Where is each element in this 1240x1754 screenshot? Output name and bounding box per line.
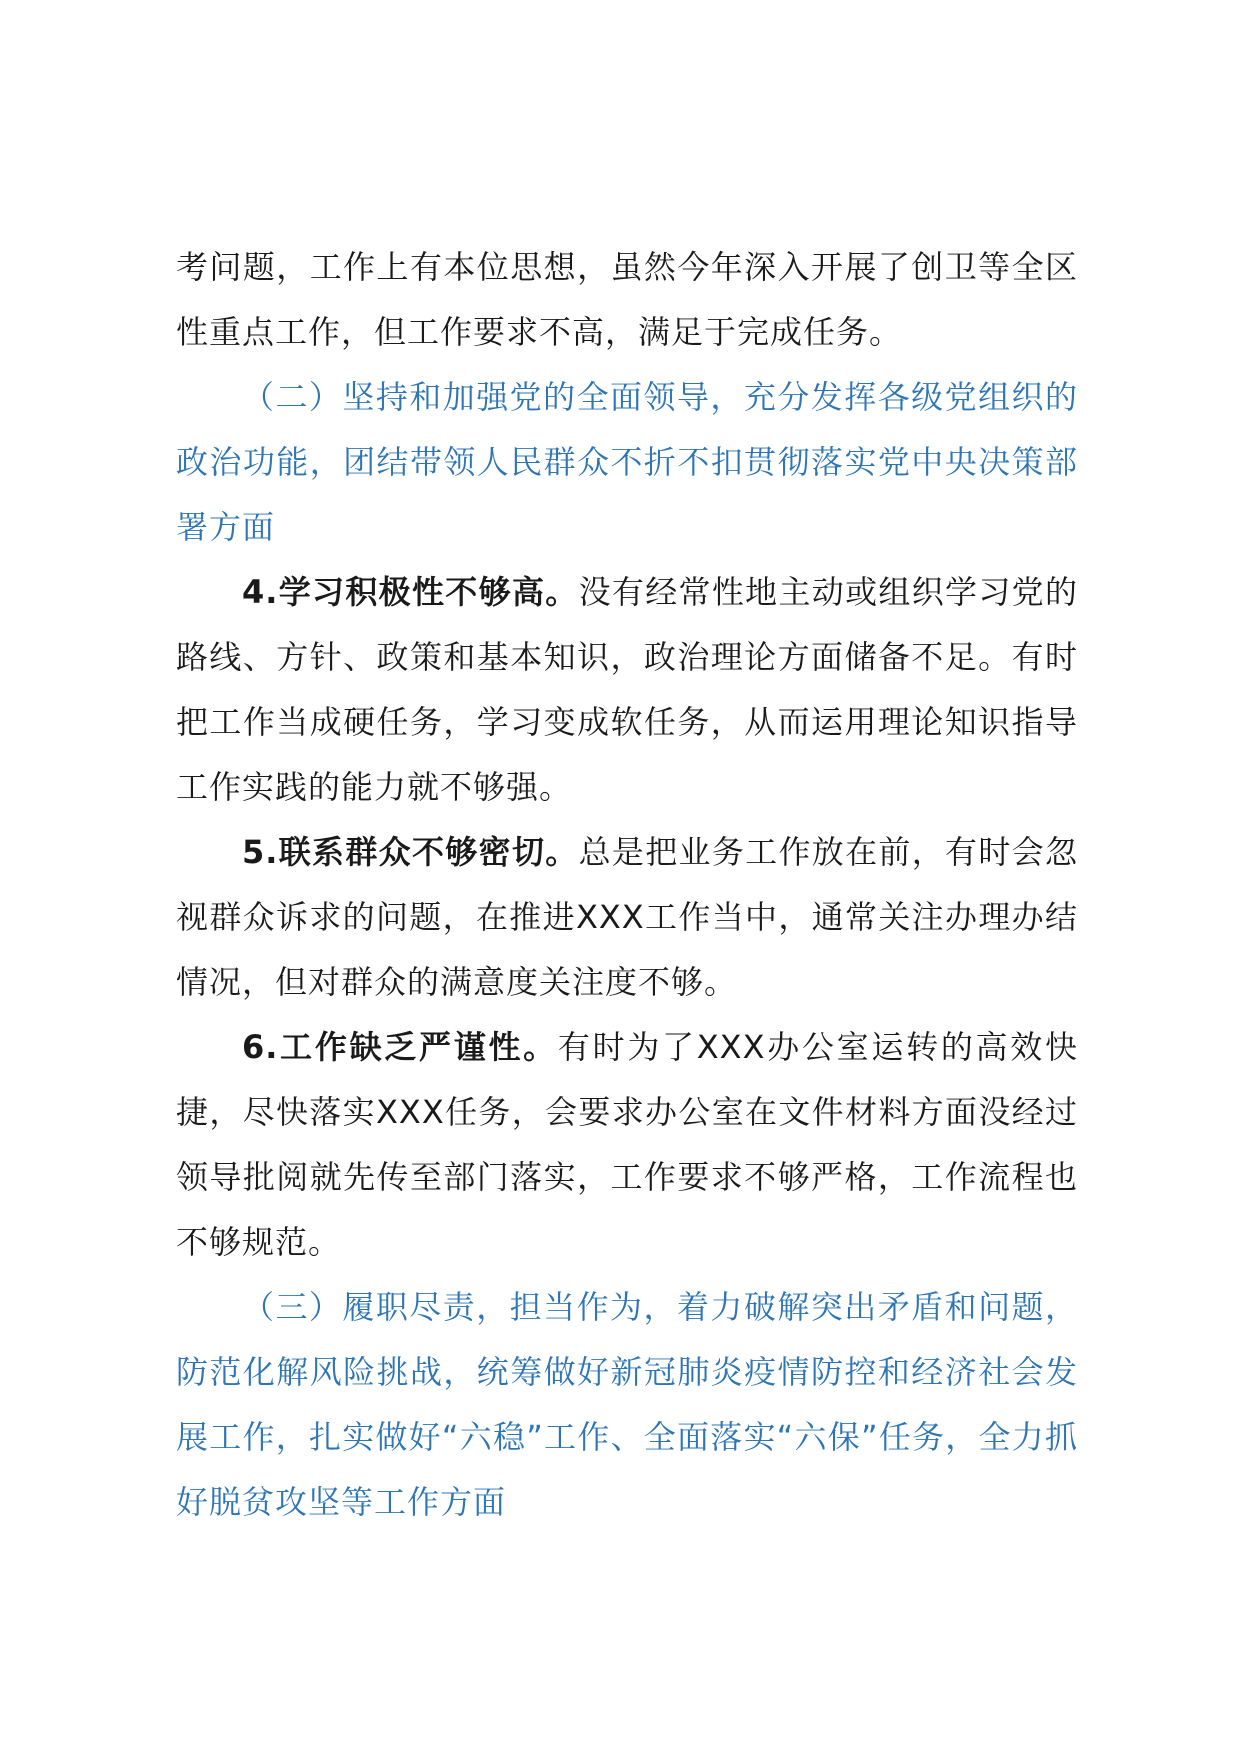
item-text: 有时为了XXX办公室运转的高效快捷，尽快落实XXX任务，会要求办公室在文件材料方面没经过领导批阅就先传至部门落实，工作要求不够严格，工作流程也不够规范。 [176,1028,1078,1261]
item-title: 5.联系群众不够密切。 [242,833,579,871]
document-body [176,235,1078,1535]
numbered-item-4 [176,560,1078,820]
item-title: 6.工作缺乏严谨性。 [242,1028,558,1066]
section-heading-2 [176,365,1078,560]
section-heading-3 [176,1275,1078,1535]
body-paragraph-continuation [176,235,1078,365]
heading-text: （二）坚持和加强党的全面领导，充分发挥各级党组织的政治功能，团结带领人民群众不折不扣贯彻落实党中央决策部署方面 [176,378,1078,546]
numbered-item-6 [176,1015,1078,1275]
numbered-item-5 [176,820,1078,1015]
paragraph-text: 考问题，工作上有本位思想，虽然今年深入开展了创卫等全区性重点工作，但工作要求不高，满足于完成任务。 [176,248,1078,351]
item-title: 4.学习积极性不够高。 [242,573,579,611]
heading-text: （三）履职尽责，担当作为，着力破解突出矛盾和问题，防范化解风险挑战，统筹做好新冠肺炎疫情防控和经济社会发展工作，扎实做好“六稳”工作、全面落实“六保”任务，全力抓好脱贫攻坚等工作方面 [176,1288,1078,1521]
item-text: 总是把业务工作放在前，有时会忽视群众诉求的问题，在推进XXX工作当中，通常关注办理办结情况，但对群众的满意度关注度不够。 [176,833,1078,1001]
item-text: 没有经常性地主动或组织学习党的路线、方针、政策和基本知识，政治理论方面储备不足。有时把工作当成硬任务，学习变成软任务，从而运用理论知识指导工作实践的能力就不够强。 [176,573,1078,806]
